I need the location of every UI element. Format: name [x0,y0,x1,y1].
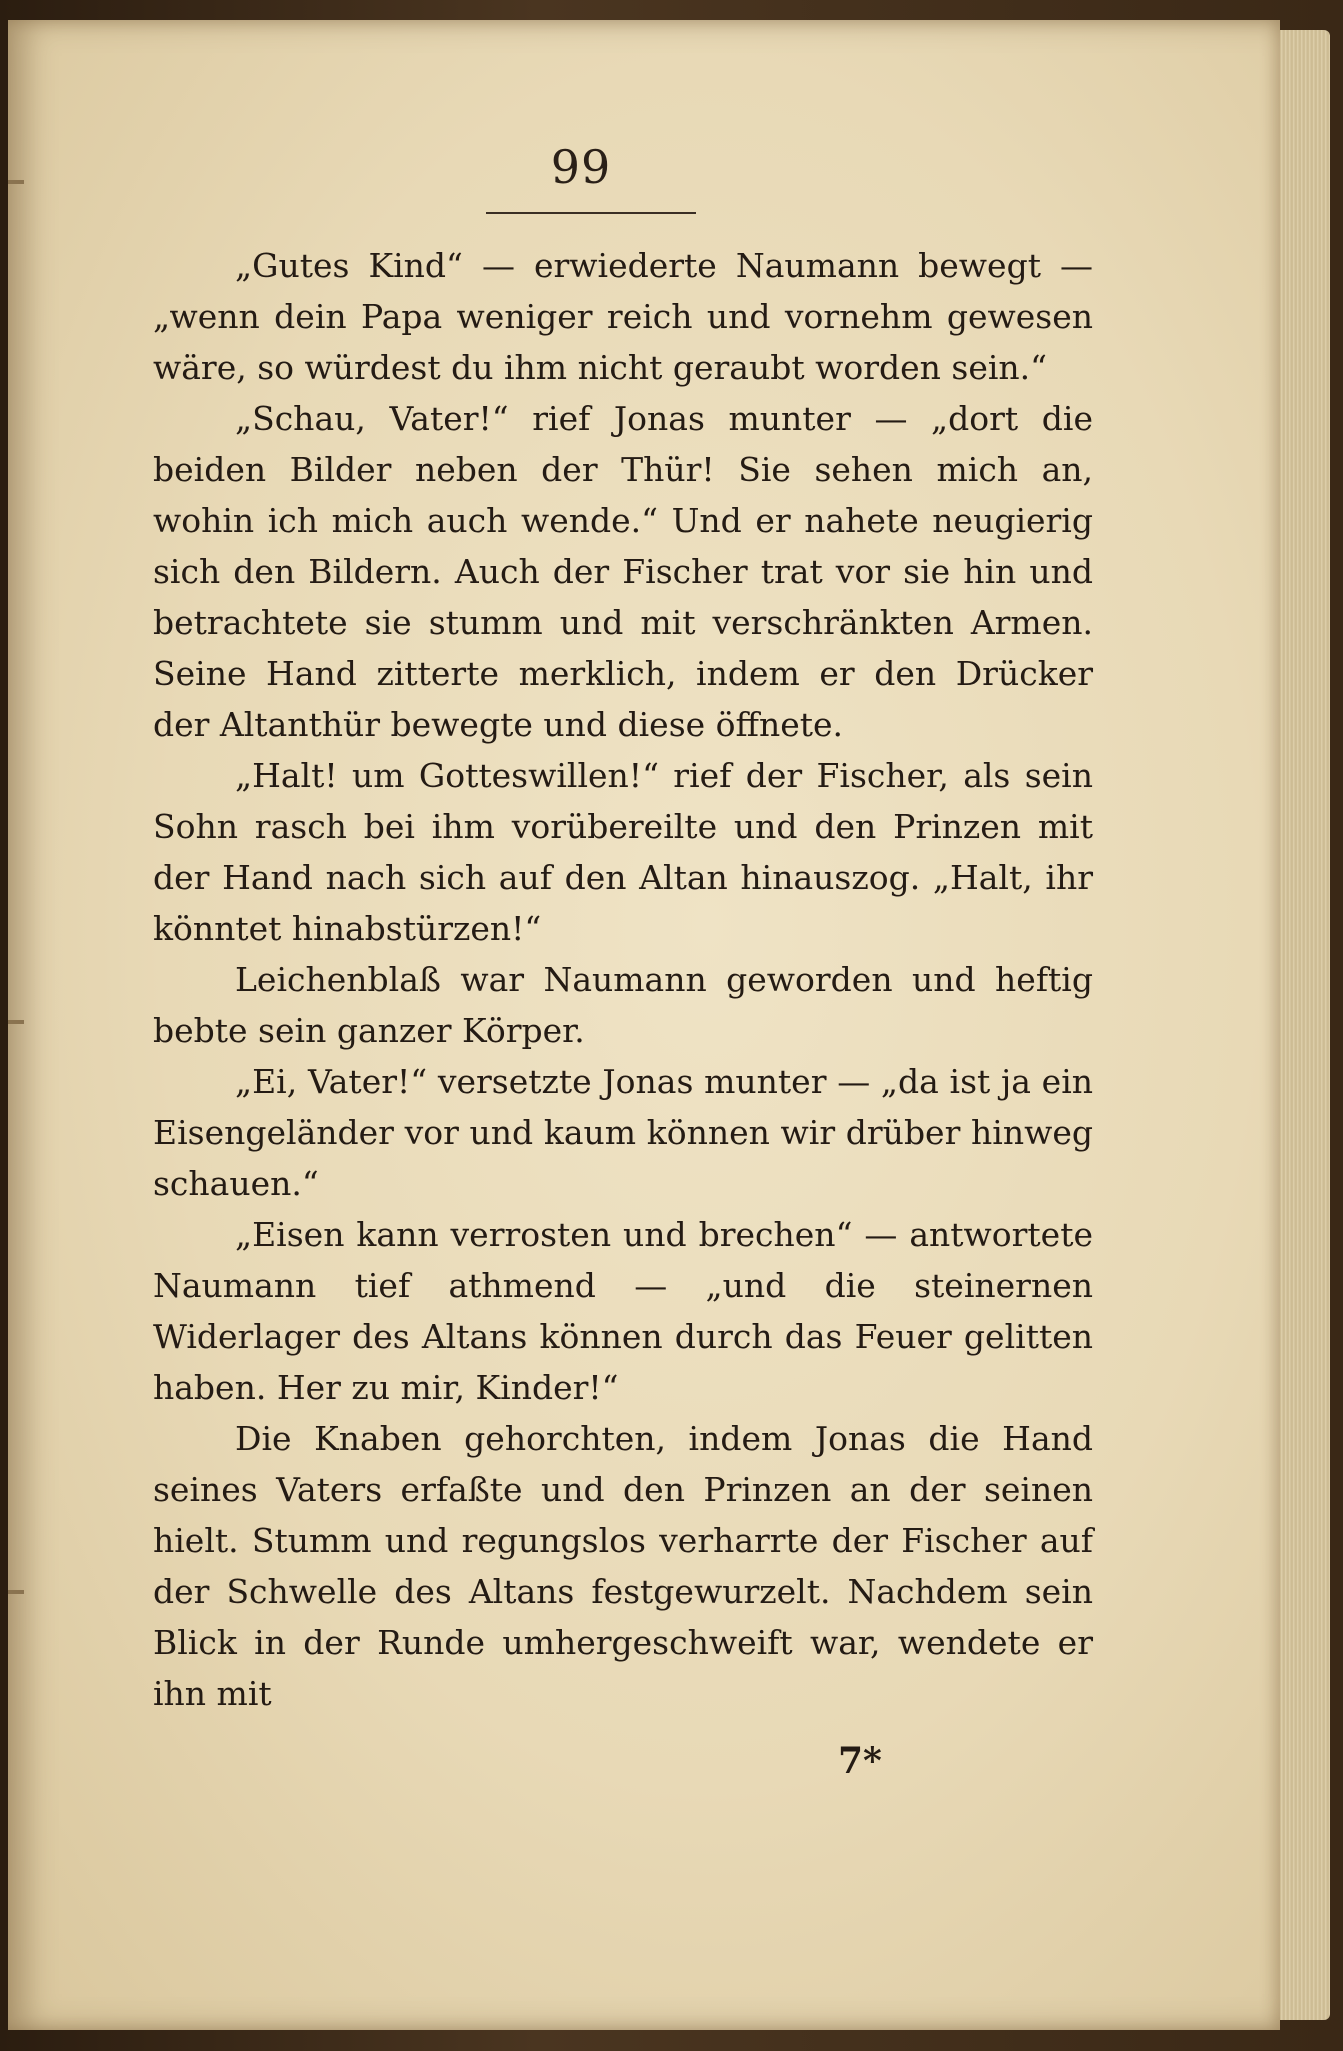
paragraph: „Ei, Vater!“ versetzte Jonas munter — „da ist ja ein Eisengeländer vor und kaum können wir drüber hinweg schauen.“ [153,1062,1093,1203]
header-rule [486,212,696,214]
paragraph: „Schau, Vater!“ rief Jonas munter — „dort die beiden Bilder neben der Thür! Sie sehen mich an, wohin ich mich auch wende.“ Und er nahete neugierig sich den Bildern. Auch der Fischer trat vor sie hin und betrachtete sie stumm und mit verschränkten Armen. Seine Hand zitterte merklich, indem er den Drücker der Altanthür bewegte und diese öffnete. [153,399,1093,744]
paragraph: „Gutes Kind“ — erwiederte Naumann bewegt — „wenn dein Papa weniger reich und vornehm gewesen wäre, so würdest du ihm nicht geraubt worden sein.“ [153,246,1093,387]
gutter-mark [8,1020,24,1024]
paragraph: „Halt! um Gotteswillen!“ rief der Fischer, als sein Sohn rasch bei ihm vorübereilte und den Prinzen mit der Hand nach sich auf den Altan hinauszog. „Halt, ihr könntet hinabstürzen!“ [153,756,1093,948]
paragraph: „Eisen kann verrosten und brechen“ — antwortete Naumann tief athmend — „und die steinernen Widerlager des Altans können durch das Feuer gelitten haben. Her zu mir, Kinder!“ [153,1215,1093,1407]
page-number: 99 [550,140,612,194]
paragraph: Die Knaben gehorchten, indem Jonas die Hand seines Vaters erfaßte und den Prinzen an der seinen hielt. Stumm und regungslos verharrte der Fischer auf der Schwelle des Altans festgewurzelt. Nachdem sein Blick in der Runde umhergeschweift war, wendete er ihn mit [153,1419,1093,1713]
paragraph: Leichenblaß war Naumann geworden und heftig bebte sein ganzer Körper. [153,960,1093,1050]
signature-mark: 7* [838,1740,882,1782]
body-text [153,240,1093,1719]
gutter-mark [8,1590,24,1594]
book-page [8,20,1280,2030]
gutter-mark [8,180,24,184]
